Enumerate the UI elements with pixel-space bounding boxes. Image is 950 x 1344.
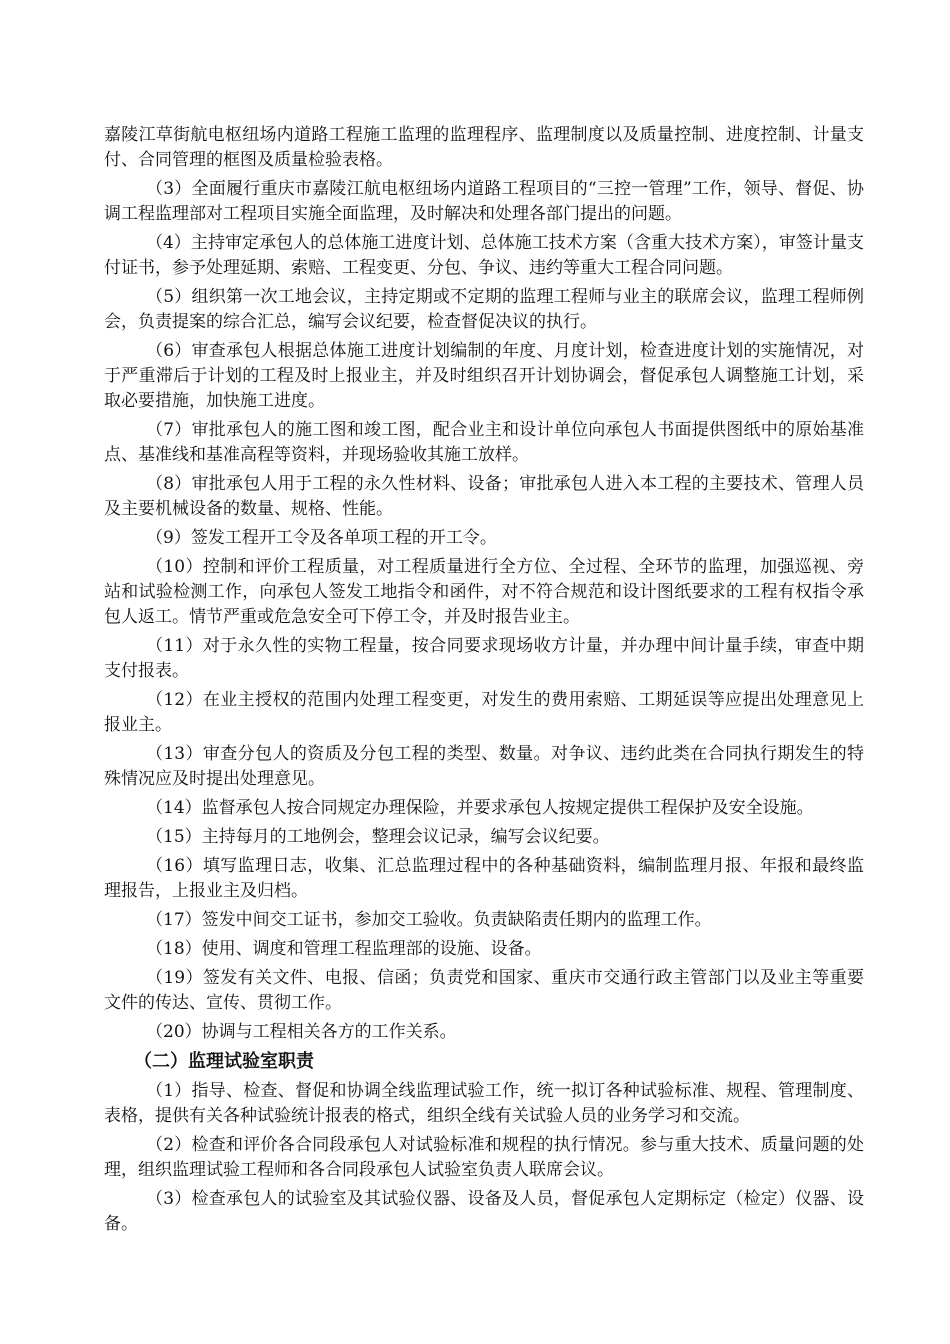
paragraph-item-12: （12）在业主授权的范围内处理工程变更，对发生的费用索赔、工期延误等应提出处理意见上报业主。 [104, 690, 864, 735]
section-heading-lab-duties: （二）监理试验室职责 [134, 1051, 314, 1072]
paragraph-item-20: （20）协调与工程相关各方的工作关系。 [146, 1022, 457, 1042]
paragraph-item-9: （9）签发工程开工令及各单项工程的开工令。 [146, 528, 497, 548]
paragraph-item-14: （14）监督承包人按合同规定办理保险，并要求承包人按规定提供工程保护及安全设施。 [146, 798, 814, 818]
paragraph-item-19: （19）签发有关文件、电报、信函；负责党和国家、重庆市交通行政主管部门以及业主等重要文件的传达、宣传、贯彻工作。 [104, 968, 864, 1013]
paragraph-item-18: （18）使用、调度和管理工程监理部的设施、设备。 [146, 939, 542, 959]
paragraph-item-7: （7）审批承包人的施工图和竣工图，配合业主和设计单位向承包人书面提供图纸中的原始基准点、基准线和基准高程等资料，并现场验收其施工放样。 [104, 420, 864, 465]
paragraph-item-17: （17）签发中间交工证书，参加交工验收。负责缺陷责任期内的监理工作。 [146, 910, 712, 930]
paragraph-item-3: （3）全面履行重庆市嘉陵江航电枢纽场内道路工程项目的“三控一管理”工作，领导、督促、协调工程监理部对工程项目实施全面监理，及时解决和处理各部门提出的问题。 [104, 179, 864, 224]
paragraph-lab-item-1: （1）指导、检查、督促和协调全线监理试验工作，统一拟订各种试验标准、规程、管理制度、表格，提供有关各种试验统计报表的格式，组织全线有关试验人员的业务学习和交流。 [104, 1081, 864, 1126]
paragraph-item-8: （8）审批承包人用于工程的永久性材料、设备；审批承包人进入本工程的主要技术、管理人员及主要机械设备的数量、规格、性能。 [104, 474, 864, 519]
paragraph-item-4: （4）主持审定承包人的总体施工进度计划、总体施工技术方案（含重大技术方案），审签计量支付证书，参予处理延期、索赔、工程变更、分包、争议、违约等重大工程合同问题。 [104, 233, 864, 278]
paragraph-item-10: （10）控制和评价工程质量，对工程质量进行全方位、全过程、全环节的监理，加强巡视、旁站和试验检测工作，向承包人签发工地指令和函件，对不符合规范和设计图纸要求的工程有权指令承包人返工。情节严重或危急安全可下停工令，并及时报告业主。 [104, 557, 864, 627]
paragraph-item-6: （6）审查承包人根据总体施工进度计划编制的年度、月度计划，检查进度计划的实施情况，对于严重滞后于计划的工程及时上报业主，并及时组织召开计划协调会，督促承包人调整施工计划，采取必要措施，加快施工进度。 [104, 341, 864, 411]
paragraph-lab-item-2: （2）检查和评价各合同段承包人对试验标准和规程的执行情况。参与重大技术、质量问题的处理，组织监理试验工程师和各合同段承包人试验室负责人联席会议。 [104, 1135, 864, 1180]
paragraph-item-16: （16）填写监理日志，收集、汇总监理过程中的各种基础资料，编制监理月报、年报和最终监理报告，上报业主及归档。 [104, 856, 864, 901]
paragraph-item-13: （13）审查分包人的资质及分包工程的类型、数量。对争议、违约此类在合同执行期发生的特殊情况应及时提出处理意见。 [104, 744, 864, 789]
document-page [104, 123, 864, 1241]
paragraph-item-15: （15）主持每月的工地例会，整理会议记录，编写会议纪要。 [146, 827, 610, 847]
paragraph-intro: 嘉陵江草街航电枢纽场内道路工程施工监理的监理程序、监理制度以及质量控制、进度控制、计量支付、合同管理的框图及质量检验表格。 [104, 125, 864, 170]
paragraph-item-11: （11）对于永久性的实物工程量，按合同要求现场收方计量，并办理中间计量手续，审查中期支付报表。 [104, 636, 864, 681]
paragraph-item-5: （5）组织第一次工地会议，主持定期或不定期的监理工程师与业主的联席会议，监理工程师例会，负责提案的综合汇总，编写会议纪要，检查督促决议的执行。 [104, 287, 864, 332]
paragraph-lab-item-3: （3）检查承包人的试验室及其试验仪器、设备及人员，督促承包人定期标定（检定）仪器、设备。 [104, 1189, 864, 1234]
